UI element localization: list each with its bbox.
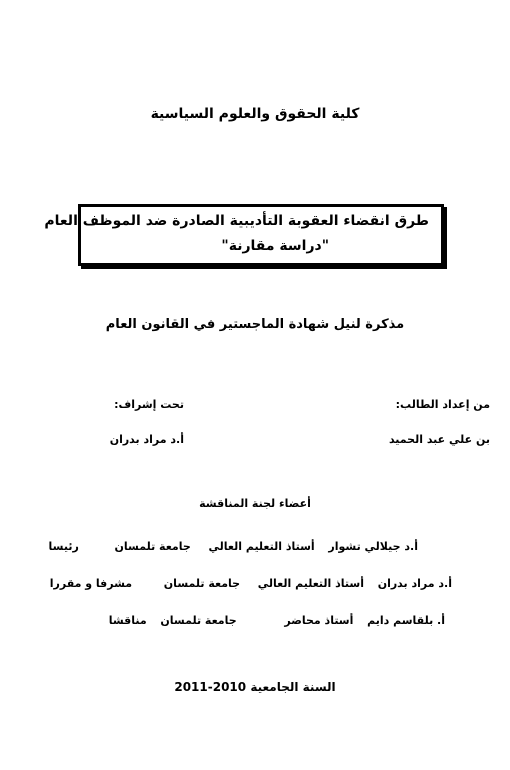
member-name: أ. بلقاسم دايم — [367, 614, 445, 627]
member-role: مشرفا و مقررا — [49, 577, 133, 590]
supervisor-name: أ.د مراد بدران — [109, 433, 184, 446]
member-role: رئيسا — [48, 540, 79, 553]
committee-member — [50, 577, 452, 590]
academic-year: السنة الجامعية 2010-2011 — [174, 680, 336, 694]
thesis-title-line1: طرق انقضاء العقوبة التأديبية الصادرة ضد الموظف العام — [44, 213, 429, 229]
committee-member — [49, 540, 418, 553]
thesis-title-line2: "دراسة مقارنة" — [221, 238, 329, 254]
supervisor-label: تحت إشراف: — [114, 398, 184, 411]
member-rank: أستاذ التعليم العالي — [208, 540, 315, 553]
member-name: أ.د جيلالي تشوار — [328, 540, 418, 553]
student-label: من إعداد الطالب: — [395, 398, 490, 411]
committee-title: أعضاء لجنة المناقشة — [199, 497, 311, 510]
member-university: جامعة تلمسان — [114, 540, 191, 553]
member-university: جامعة تلمسان — [163, 577, 241, 590]
member-university: جامعة تلمسان — [160, 614, 237, 627]
member-name: أ.د مراد بدران — [377, 577, 452, 590]
committee-member — [109, 614, 445, 627]
thesis-title-box — [44, 204, 444, 266]
member-role: مناقشا — [108, 614, 147, 627]
student-name: بن علي عبد الحميد — [388, 433, 490, 446]
member-rank: أستاذ التعليم العالي — [257, 577, 364, 590]
faculty-name: كلية الحقوق والعلوم السياسية — [150, 106, 360, 122]
thesis-purpose: مذكرة لنيل شهادة الماجستير في القانون العام — [105, 317, 405, 332]
member-rank: أستاذ محاضر — [284, 614, 354, 627]
